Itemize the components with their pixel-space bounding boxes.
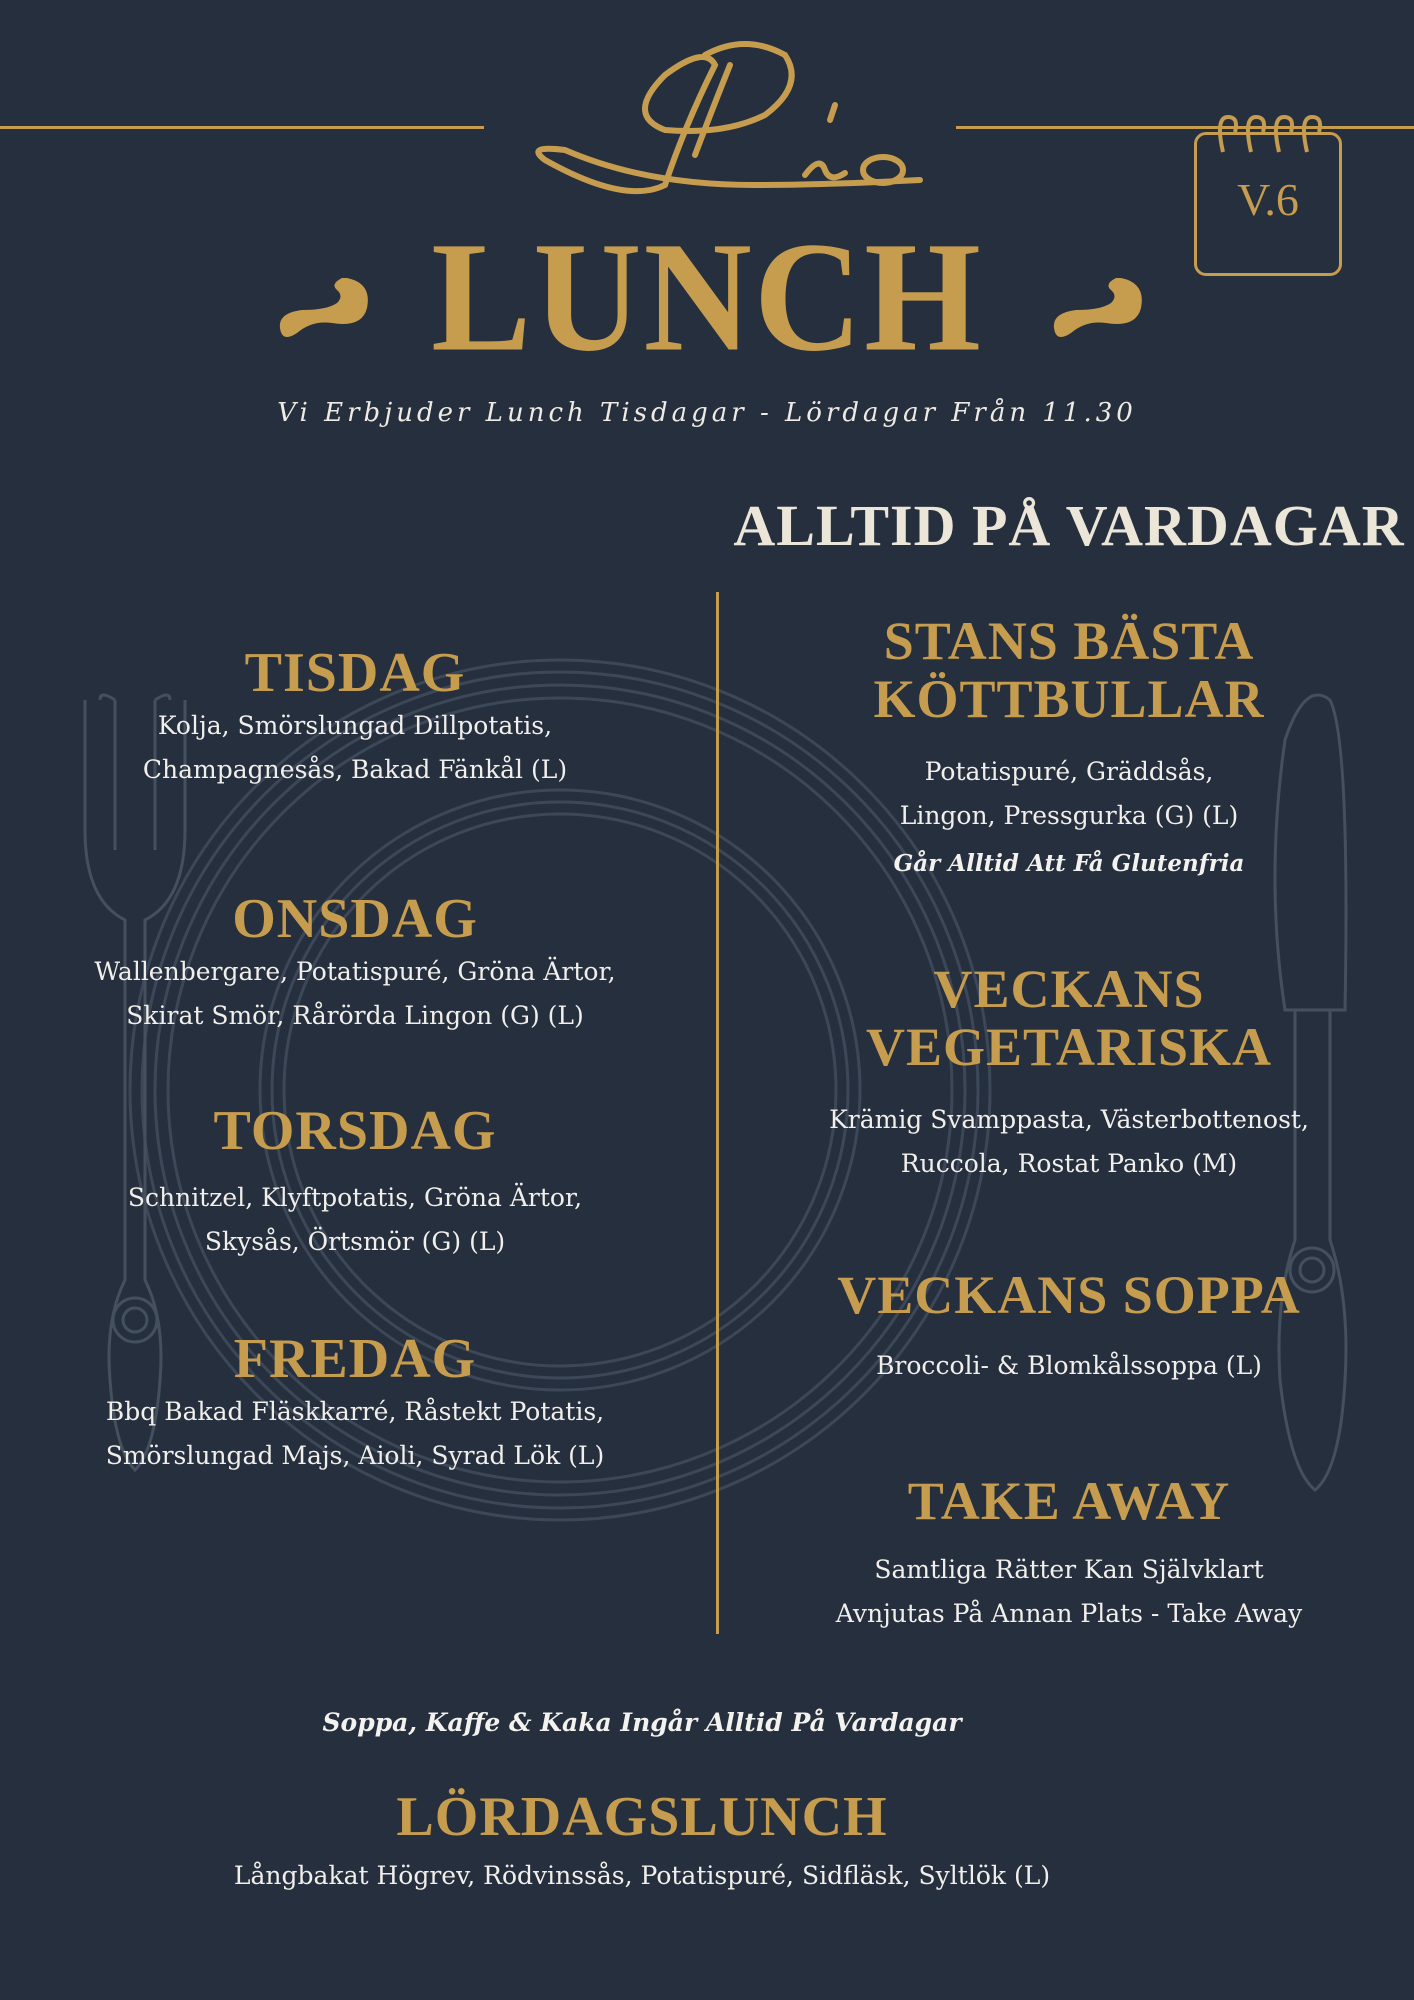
section-heading-line: VEGETARISKA	[865, 1017, 1273, 1077]
section-heading-line: VECKANS	[933, 959, 1205, 1019]
dish-line: Kolja, Smörslungad Dillpotatis,	[157, 711, 553, 740]
logo-pio	[505, 35, 945, 215]
day-heading: TISDAG	[244, 642, 466, 704]
page-title: LUNCH	[431, 209, 983, 385]
section-heading-line: KÖTTBULLAR	[873, 669, 1265, 729]
dish-line: Krämig Svamppasta, Västerbottenost,	[829, 1105, 1309, 1134]
section-vegetariska	[724, 960, 1414, 1186]
dish-line: Samtliga Rätter Kan Självklart	[874, 1555, 1264, 1584]
day-heading: TORSDAG	[213, 1100, 497, 1162]
dish-line: Champagnesås, Bakad Fänkål (L)	[142, 755, 568, 784]
opening-hours-subtitle: Vi Erbjuder Lunch Tisdagar - Lördagar Från 11.30	[277, 398, 1137, 428]
header-rule-left	[0, 126, 484, 129]
day-section-onsdag	[0, 888, 710, 1038]
dish-line: Schnitzel, Klyftpotatis, Gröna Ärtor,	[127, 1183, 583, 1212]
section-heading: TAKE AWAY	[907, 1471, 1231, 1531]
section-kottbullar	[724, 612, 1414, 877]
included-note: Soppa, Kaffe & Kaka Ingår Alltid På Vardagar	[322, 1708, 962, 1737]
dish-line: Skysås, Örtsmör (G) (L)	[204, 1227, 506, 1256]
section-take-away	[724, 1470, 1414, 1636]
dish-line: Avnjutas På Annan Plats - Take Away	[835, 1599, 1303, 1628]
dish-line: Broccoli- & Blomkålssoppa (L)	[876, 1351, 1262, 1380]
saturday-dish: Långbakat Högrev, Rödvinssås, Potatispuré, Sidfläsk, Syltlök (L)	[233, 1861, 1051, 1890]
section-heading	[724, 612, 1414, 728]
dish-line: Wallenbergare, Potatispuré, Gröna Ärtor,	[94, 957, 616, 986]
day-heading: ONSDAG	[232, 888, 478, 950]
day-heading: FREDAG	[233, 1328, 477, 1390]
header-rule-right	[956, 126, 1414, 129]
dish-line: Lingon, Pressgurka (G) (L)	[899, 801, 1239, 830]
dish-line: Skirat Smör, Rårörda Lingon (G) (L)	[126, 1001, 584, 1030]
always-weekdays-heading: ALLTID PÅ VARDAGAR	[733, 493, 1405, 558]
gluten-free-note: Går Alltid Att Få Glutenfria	[893, 850, 1245, 877]
week-number: V.6	[1237, 174, 1299, 225]
column-divider	[716, 592, 719, 1634]
day-section-tisdag	[0, 642, 710, 792]
section-heading	[724, 960, 1414, 1076]
day-section-fredag	[0, 1328, 710, 1478]
section-heading-line: STANS BÄSTA	[883, 611, 1255, 671]
section-soppa	[724, 1264, 1414, 1388]
section-heading: VECKANS SOPPA	[837, 1265, 1301, 1325]
dish-line: Bbq Bakad Fläskkarré, Råstekt Potatis,	[105, 1397, 605, 1426]
day-section-torsdag	[0, 1100, 710, 1264]
dish-line: Potatispuré, Gräddsås,	[924, 757, 1214, 786]
saturday-heading: LÖRDAGSLUNCH	[396, 1786, 888, 1848]
dish-line: Smörslungad Majs, Aioli, Syrad Lök (L)	[105, 1441, 605, 1470]
dish-line: Ruccola, Rostat Panko (M)	[900, 1149, 1238, 1178]
